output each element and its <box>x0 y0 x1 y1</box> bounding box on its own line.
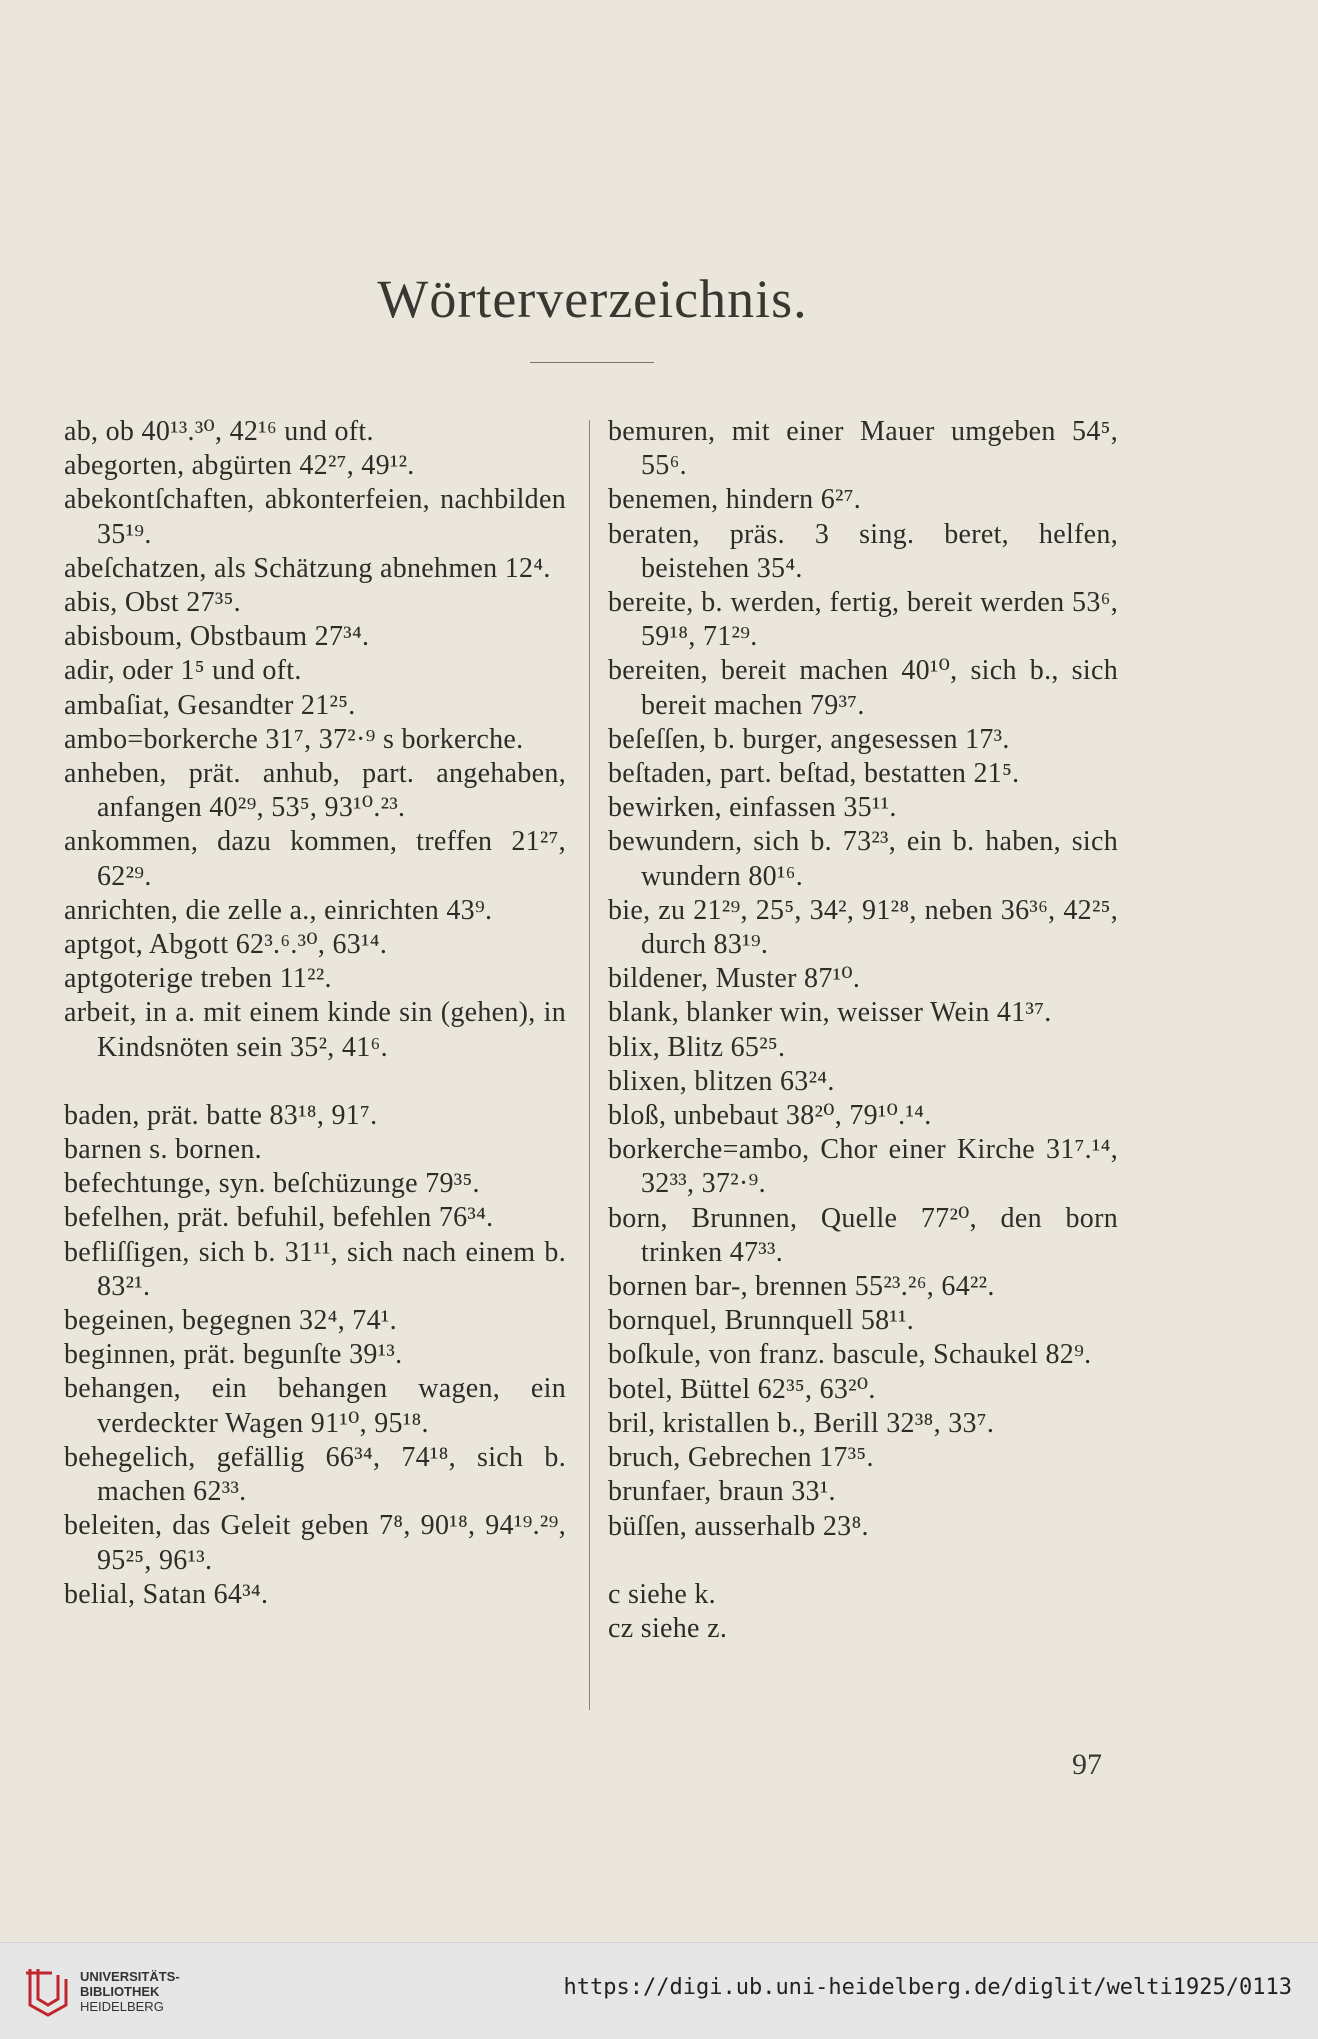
institution-name <box>80 1969 180 2014</box>
glossary-entry: belial, Satan 64³⁴. <box>64 1578 269 1610</box>
glossary-entry: bereite, b. werden, fertig, bereit werden 53⁶, 59¹⁸, 71²⁹. <box>608 587 1118 653</box>
glossary-entry: barnen s. bornen. <box>64 1134 262 1166</box>
section-gap <box>608 1544 1118 1578</box>
right-column <box>608 415 1118 1646</box>
glossary-entry: anrichten, die zelle a., einrichten 43⁹. <box>64 894 493 926</box>
glossary-entry: bloß, unbebaut 38²⁰, 79¹⁰.¹⁴. <box>608 1100 932 1132</box>
section-gap <box>64 1065 566 1099</box>
glossary-entry: befliſſigen, sich b. 31¹¹, sich nach einem b. 83²¹. <box>64 1236 566 1302</box>
glossary-entry: bemuren, mit einer Mauer umgeben 54⁵, 55⁶. <box>608 416 1118 482</box>
glossary-entry: beraten, präs. 3 sing. beret, helfen, beistehen 35⁴. <box>608 518 1118 584</box>
page-title: Wörterverzeichnis. <box>377 269 808 329</box>
glossary-entry: anheben, prät. anhub, part. angehaben, anfangen 40²⁹, 53⁵, 93¹⁰.²³. <box>64 758 566 824</box>
glossary-entry: aptgoterige treben 11²². <box>64 963 332 995</box>
institution-line: BIBLIOTHEK <box>80 1984 160 1999</box>
glossary-entry: brunfaer, braun 33¹. <box>608 1476 836 1508</box>
glossary-entry: ab, ob 40¹³.³⁰, 42¹⁶ und oft. <box>64 416 374 447</box>
glossary-entry: cz siehe z. <box>608 1612 728 1644</box>
glossary-entry: behegelich, gefällig 66³⁴, 74¹⁸, sich b. machen 62³³. <box>64 1441 566 1508</box>
glossary-entry: behangen, ein behangen wagen, ein verdeckter Wagen 91¹⁰, 95¹⁸. <box>64 1373 566 1439</box>
glossary-entry: aptgot, Abgott 62³.⁶.³⁰, 63¹⁴. <box>64 929 388 961</box>
glossary-entry: born, Brunnen, Quelle 77²⁰, den born trinken 47³³. <box>608 1202 1118 1268</box>
glossary-entry: bornen bar-, brennen 55²³.²⁶, 64²². <box>608 1271 995 1303</box>
glossary-entry: bewundern, sich b. 73²³, ein b. haben, sich wundern 80¹⁶. <box>608 826 1118 892</box>
glossary-entry: befelhen, prät. befuhil, befehlen 76³⁴. <box>64 1202 494 1234</box>
glossary-entry: abis, Obst 27³⁵. <box>64 587 241 619</box>
glossary-entry: beginnen, prät. begunſte 39¹³. <box>64 1339 403 1371</box>
glossary-entry: arbeit, in a. mit einem kinde sin (gehen), in Kindsnöten sein 35², 41⁶. <box>64 997 566 1063</box>
glossary-entry: beſeſſen, b. burger, angesessen 17³. <box>608 723 1010 755</box>
institution-line: HEIDELBERG <box>80 1999 164 2014</box>
glossary-entry: baden, prät. batte 83¹⁸, 91⁷. <box>64 1099 378 1131</box>
glossary-entry: bereiten, bereit machen 40¹⁰, sich b., sich bereit machen 79³⁷. <box>608 655 1118 721</box>
glossary-entry: boſkule, von franz. bascule, Schaukel 82⁹. <box>608 1339 1092 1371</box>
glossary-entry: beleiten, das Geleit geben 7⁸, 90¹⁸, 94¹⁹.²⁹, 95²⁵, 96¹³. <box>64 1510 566 1576</box>
glossary-entry: c siehe k. <box>608 1578 716 1610</box>
left-column <box>64 415 566 1612</box>
glossary-entry: blix, Blitz 65²⁵. <box>608 1031 786 1063</box>
glossary-entry: abekontſchaften, abkonterfeien, nachbilden 35¹⁹. <box>64 484 566 550</box>
glossary-entry: bruch, Gebrechen 17³⁵. <box>608 1442 874 1474</box>
glossary-entry: abeſchatzen, als Schätzung abnehmen 12⁴. <box>64 552 551 584</box>
glossary-entry: ankommen, dazu kommen, treffen 21²⁷, 62²⁹. <box>64 826 566 892</box>
glossary-entry: bildener, Muster 87¹⁰. <box>608 963 861 995</box>
glossary-entry: bie, zu 21²⁹, 25⁵, 34², 91²⁸, neben 36³⁶, 42²⁵, durch 83¹⁹. <box>608 894 1118 961</box>
glossary-entry: borkerche=ambo, Chor einer Kirche 31⁷.¹⁴, 32³³, 37²·⁹. <box>608 1134 1118 1200</box>
glossary-entry: beſtaden, part. beſtad, bestatten 21⁵. <box>608 758 1020 790</box>
glossary-entry: begeinen, begegnen 32⁴, 74¹. <box>64 1305 397 1337</box>
glossary-entry: blank, blanker win, weisser Wein 41³⁷. <box>608 997 1052 1029</box>
glossary-entry: benemen, hindern 6²⁷. <box>608 484 862 516</box>
institution-line: UNIVERSITÄTS- <box>80 1969 180 1984</box>
viewer-footer <box>0 1942 1318 2039</box>
glossary-entry: büſſen, ausserhalb 23⁸. <box>608 1510 869 1542</box>
glossary-entry: ambaſiat, Gesandter 21²⁵. <box>64 689 356 721</box>
permalink-url[interactable]: https://digi.ub.uni-heidelberg.de/diglit/welti1925/0113 <box>563 1975 1292 2000</box>
glossary-entry: befechtunge, syn. beſchüzunge 79³⁵. <box>64 1168 480 1200</box>
ub-heidelberg-logo-icon[interactable] <box>22 1965 72 2019</box>
glossary-entry: bril, kristallen b., Berill 32³⁸, 33⁷. <box>608 1407 995 1439</box>
glossary-entry: botel, Büttel 62³⁵, 63²⁰. <box>608 1373 876 1405</box>
glossary-entry: ambo=borkerche 31⁷, 37²·⁹ s borkerche. <box>64 723 524 755</box>
glossary-entry: bewirken, einfassen 35¹¹. <box>608 792 897 824</box>
glossary-entry: abegorten, abgürten 42²⁷, 49¹². <box>64 450 415 482</box>
glossary-entry: blixen, blitzen 63²⁴. <box>608 1065 835 1097</box>
glossary-entry: bornquel, Brunnquell 58¹¹. <box>608 1305 915 1337</box>
page-number: 97 <box>1072 1748 1102 1781</box>
column-divider <box>589 420 590 1710</box>
glossary-entry: abisboum, Obstbaum 27³⁴. <box>64 621 370 653</box>
title-rule <box>530 362 654 363</box>
glossary-entry: adir, oder 1⁵ und oft. <box>64 655 302 687</box>
